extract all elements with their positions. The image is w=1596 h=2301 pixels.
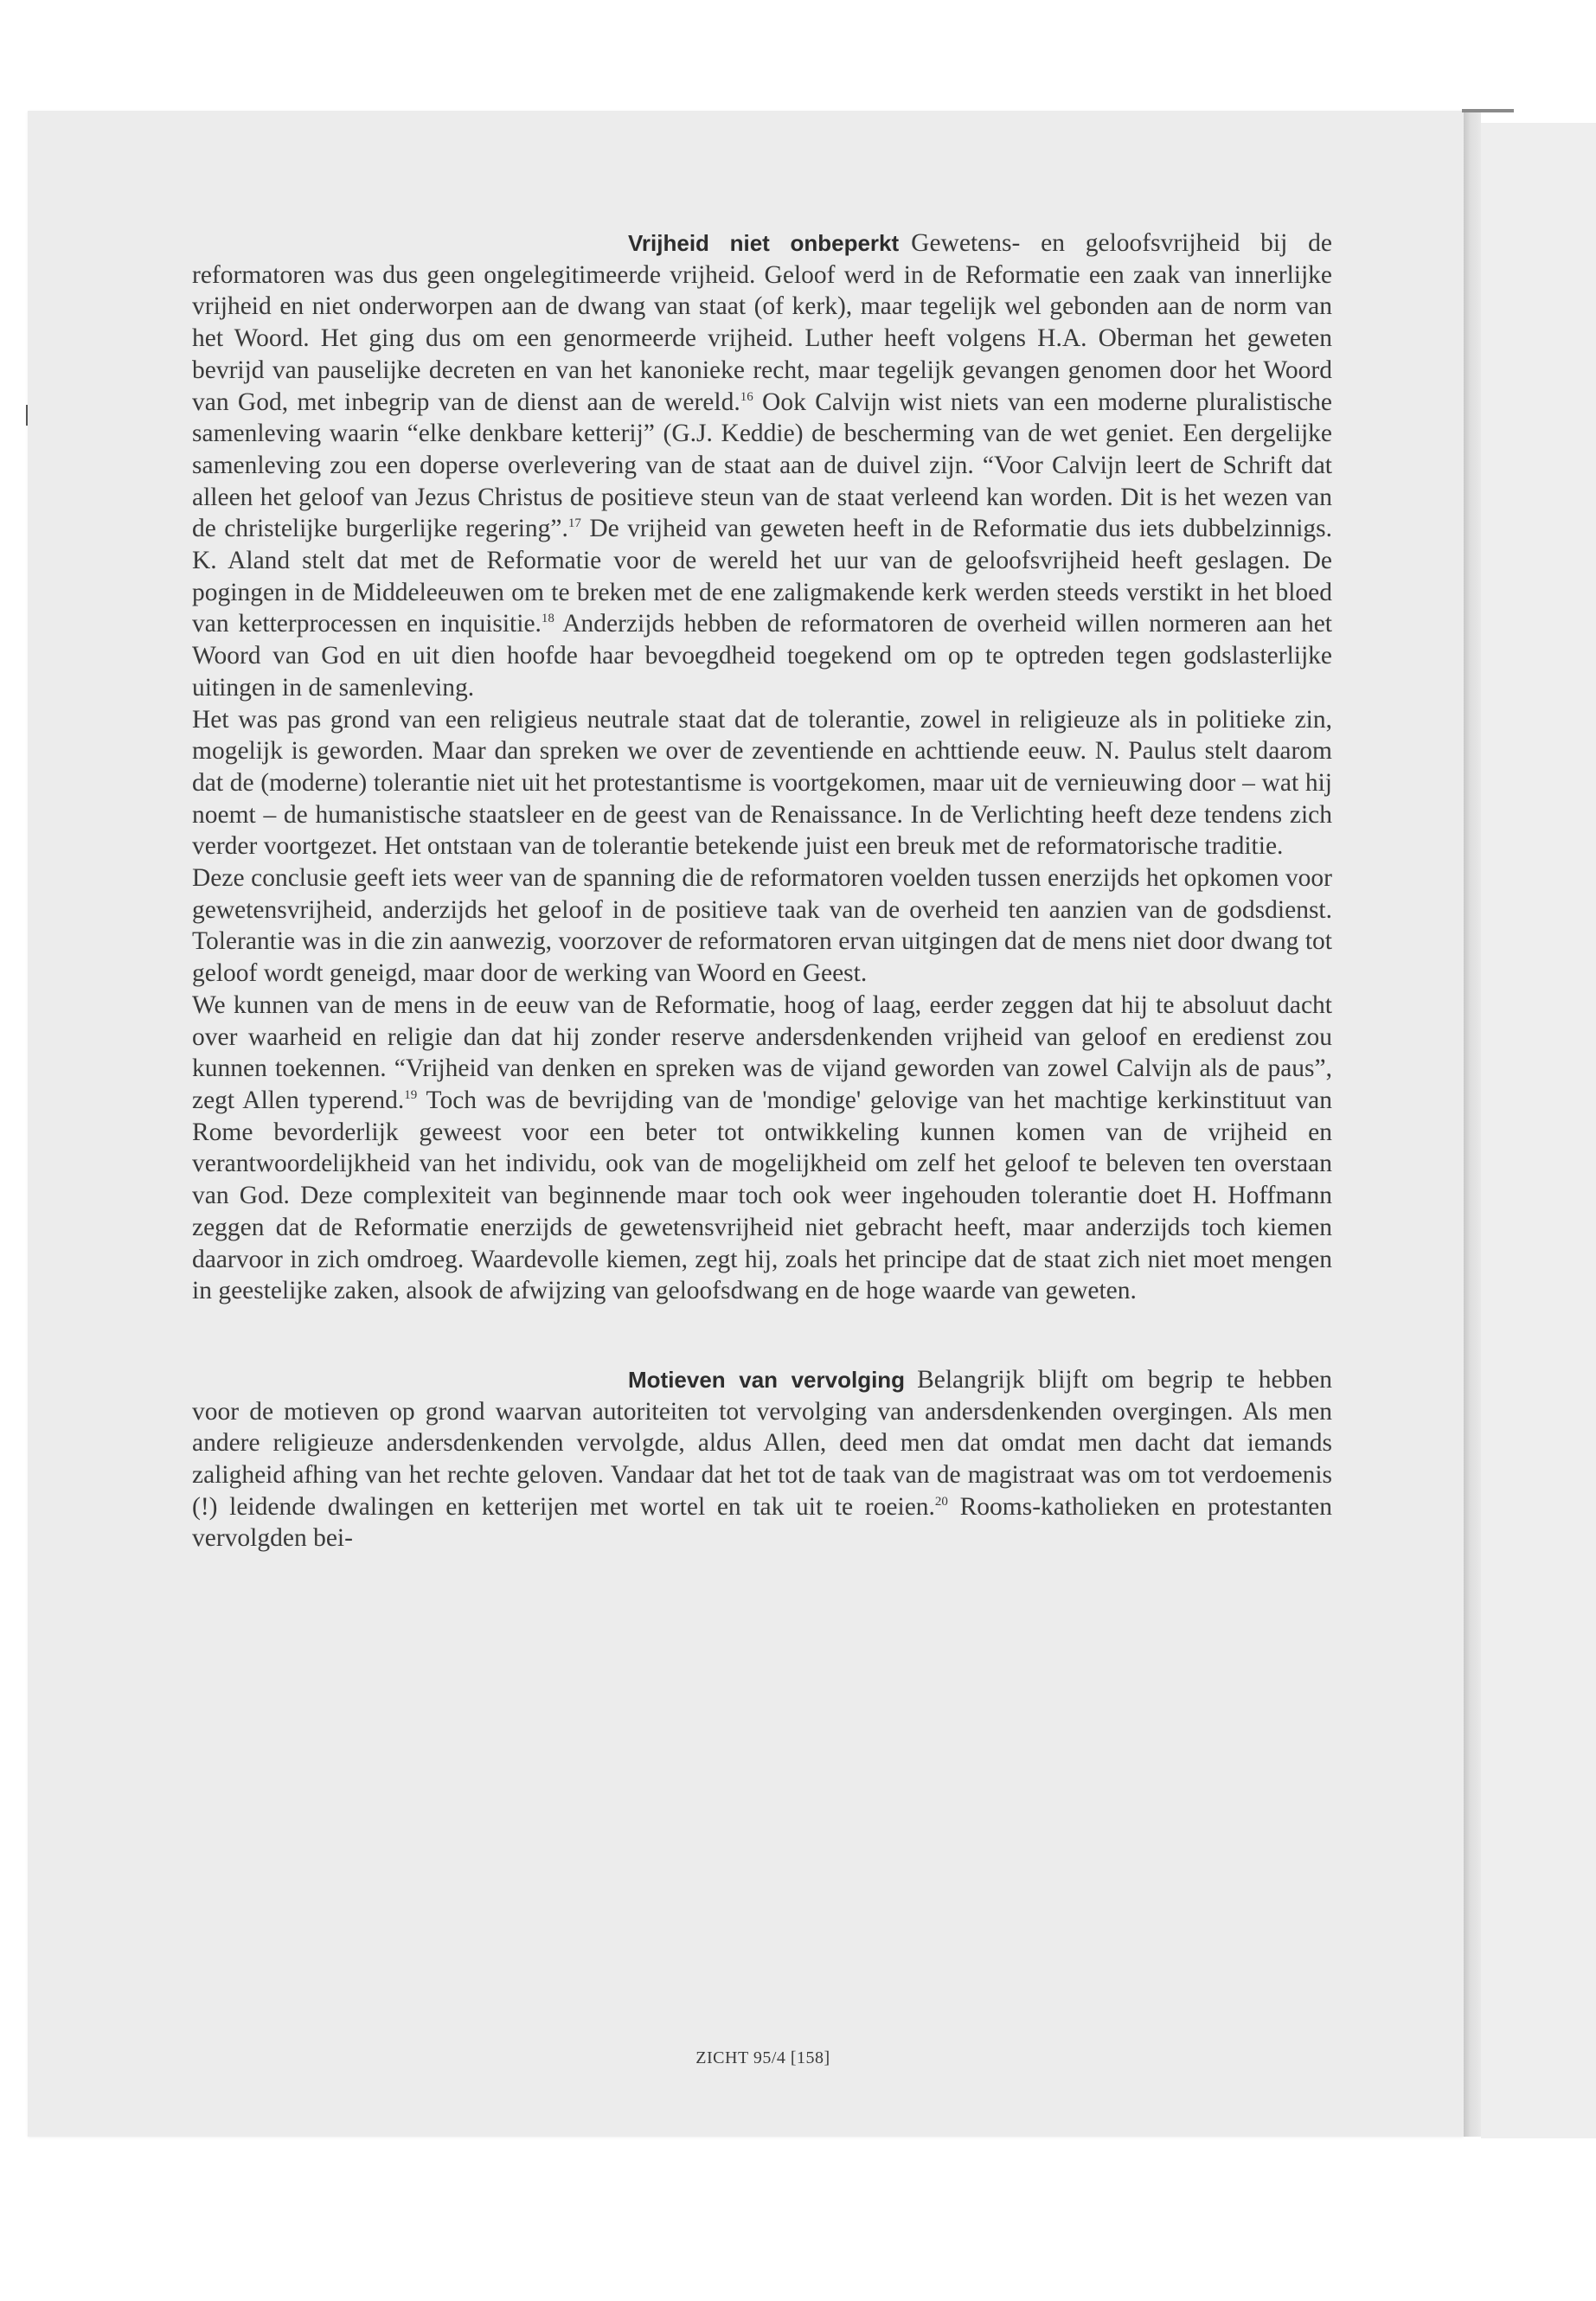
footnote-ref[interactable]: 19: [404, 1087, 418, 1102]
margin-mark: [26, 405, 28, 426]
page-footer: ZICHT 95/4 [158]: [695, 2048, 830, 2067]
paragraph: Vrijheid niet onbeperkt Gewetens- en geloofsvrijheid bij de reformatoren was dus geen ongelegitimeerde vrijheid. Geloof werd in de Reformatie een zaak van innerlijke vrijheid en niet onderworpen aan de dwang van staat (of kerk), maar tegelijk wel gebonden aan de norm van het Woord. Het ging dus om een genormeerde vrijheid. Luther heeft volgens H.A. Oberman het geweten bevrijd van pauselijke decreten en van het kanonieke recht, maar tegelijk gevangen genomen door het Woord van God, met inbegrip van de dienst aan de wereld.$^{16}$ Ook Calvijn wist niets van een moderne pluralistische samenleving waarin “elke denkbare ketterij” (G.J. Keddie) de bescherming van de wet geniet. Een dergelijke samenleving zou een doperse overlevering van de staat aan de duivel zijn. “Voor Calvijn leert de Schrift dat alleen het geloof van Jezus Christus de positieve steun van de staat verleend kan worden. Dit is het wezen van de christelijke burgerlijke regering”.$^{17}$ De vrijheid van geweten heeft in de Reformatie dus iets dubbelzinnigs. K. Aland stelt dat met de Reformatie voor de wereld het uur van de geloofsvrijheid heeft geslagen. De pogingen in de Middeleeuwen om te breken met de ene zaligmakende kerk werden steeds verstikt in het bloed van ketterprocessen en inquisitie.$^{18}$ Anderzijds hebben de reformatoren de overheid willen normeren aan het Woord van God en uit dien hoofde haar bevoegdheid toegekend om op te optreden tegen godslasterlijke uitingen in de samenleving.: [192, 229, 1333, 702]
paragraph: Deze conclusie geeft iets weer van de spanning die de reformatoren voelden tussen enerzijds het opkomen voor gewetensvrijheid, anderzijds het geloof in de positieve taak van de overheid ten aanzien van de godsdienst. Tolerantie was in die zin aanwezig, voorzover de reformatoren ervan uitgingen dat de mens niet door dwang tot geloof wordt geneigd, maar door de werking van Woord en Geest.: [192, 864, 1332, 988]
paragraph: Het was pas grond van een religieus neutrale staat dat de tolerantie, zowel in religieuze als in politieke zin, mogelijk is geworden. Maar dan spreken we over de zeventiende en achttiende eeuw. N. Paulus stelt daarom dat de (moderne) tolerantie niet uit het protestantisme is voortgekomen, maar uit de vernieuwing door – wat hij noemt – de humanistische staatsleer en de geest van de Renaissance. In de Verlichting heeft deze tendens zich verder voortgezet. Het ontstaan van de tolerantie betekende juist een breuk met de reformatorische traditie.: [192, 705, 1332, 861]
binding-mark: [1462, 109, 1514, 112]
body-text: [192, 228, 1332, 1554]
section-heading-vrijheid: Vrijheid niet onbeperkt: [628, 230, 900, 256]
section-gap: [192, 1307, 1332, 1364]
paragraph: We kunnen van de mens in de eeuw van de Reformatie, hoog of laag, eerder zeggen dat hij te absoluut dacht over waarheid en religie dan dat hij zonder reserve andersdenkenden vrijheid van geloof en eredienst zou kunnen toekennen. “Vrijheid van denken en spreken was de vijand geworden van zowel Calvijn als de paus”, zegt Allen typerend.$^{19}$ Toch was de bevrijding van de 'mondige' gelovige van het machtige kerkinstituut van Rome bevorderlijk geweest voor een beter tot ontwikkeling kunnen komen van de vrijheid en verantwoordelijkheid van het individu, ook van de mogelijkheid om zelf het geloof te beleven ten overstaan van God. Deze complexiteit van beginnende maar toch ook weer ingehouden tolerantie doet H. Hoffmann zeggen dat de Reformatie enerzijds de gewetensvrijheid niet gebracht heeft, maar anderzijds toch kiemen daarvoor in zich omdroeg. Waardevolle kiemen, zegt hij, zoals het principe dat de staat zich niet moet mengen in geestelijke zaken, alsook de afwijzing van geloofsdwang en de hoge waarde van geweten.: [192, 990, 1332, 1305]
page-binding-shadow: [1464, 111, 1481, 2137]
footnote-ref[interactable]: 20: [934, 1494, 948, 1509]
footnote-ref[interactable]: 16: [740, 389, 753, 404]
paragraph: Motieven van vervolging Belangrijk blijft om begrip te hebben voor de motieven op grond waarvan autoriteiten tot vervolging van andersdenkenden overgingen. Als men andere religieuze andersdenkenden vervolgde, aldus Allen, deed men dat omdat men dacht dat iemands zaligheid afhing van het rechte geloven. Vandaar dat het tot de taak van de magistraat was om tot verdoemenis (!) leidende dwalingen en ketterijen met wortel en tak uit te roeien.$^{20}$ Rooms-katholieken en protestanten vervolgden bei-: [192, 1365, 1333, 1553]
next-page-edge: [1481, 123, 1596, 2138]
footnote-ref[interactable]: 18: [541, 612, 554, 626]
footnote-ref[interactable]: 17: [567, 516, 581, 531]
section-heading-motieven: Motieven van vervolging: [628, 1366, 906, 1393]
